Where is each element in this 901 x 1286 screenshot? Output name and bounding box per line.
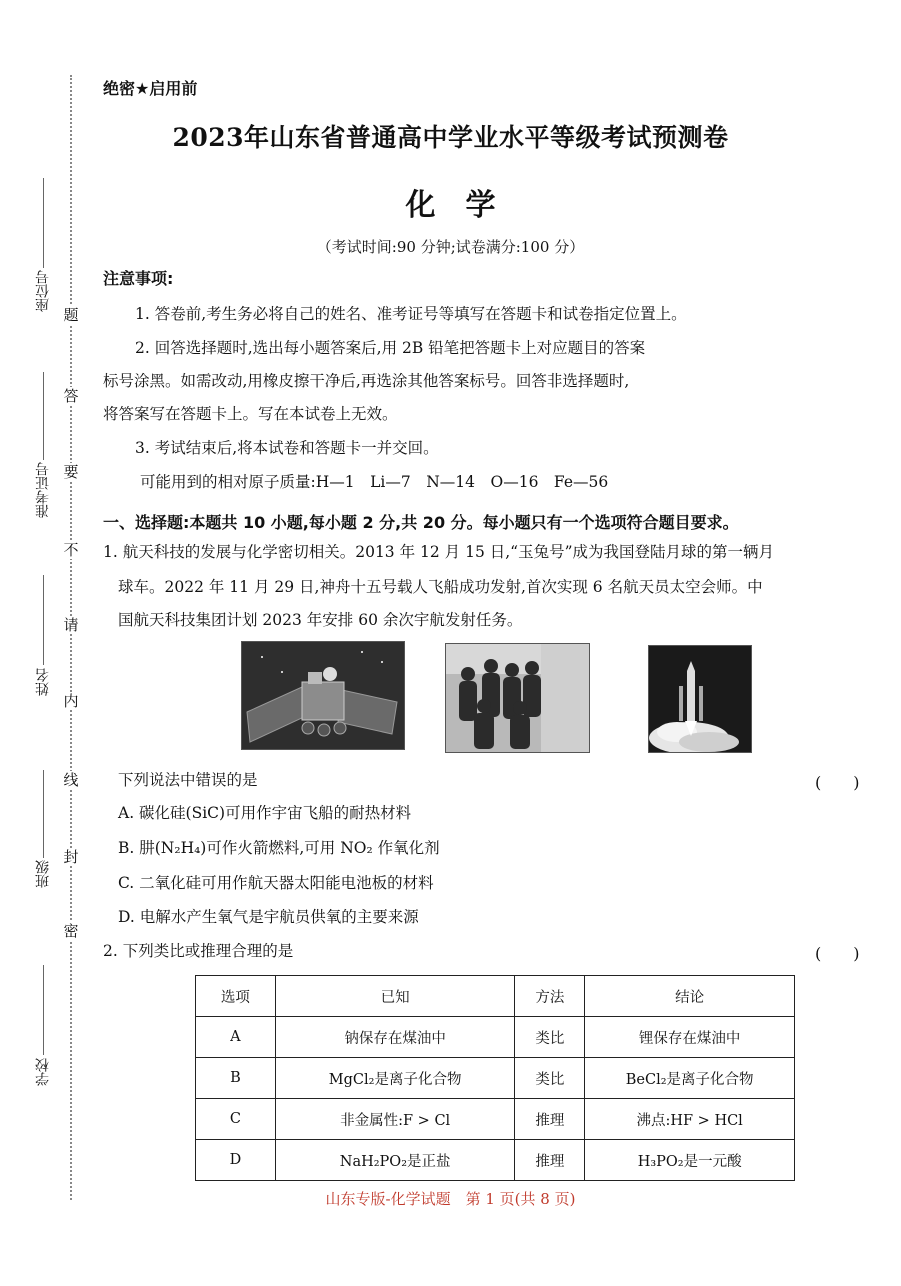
exam-id-underline	[43, 372, 44, 460]
atomic-mass-line: 可能用到的相对原子质量:H—1 Li—7 N—14 O—16 Fe—56	[140, 473, 609, 491]
q1-stem-line: 国航天科技集团计划 2023 年安排 60 余次宇航发射任务。	[118, 611, 523, 629]
table-cell: 沸点:HF > HCl	[585, 1099, 795, 1140]
table-cell: 类比	[515, 1017, 585, 1058]
notice-line: 2. 回答选择题时,选出每小题答案后,用 2B 铅笔把答题卡上对应题目的答案	[135, 339, 646, 357]
notice-line: 1. 答卷前,考生务必将自己的姓名、准考证号等填写在答题卡和试卷指定位置上。	[135, 305, 687, 323]
q1-question: 下列说法中错误的是	[118, 771, 258, 789]
table-cell: 类比	[515, 1058, 585, 1099]
seal-char: 线	[63, 771, 79, 789]
table-cell: A	[196, 1017, 276, 1058]
name-underline	[43, 575, 44, 665]
astronauts-photo	[445, 643, 590, 753]
q1-stem-line: 1. 航天科技的发展与化学密切相关。2013 年 12 月 15 日,“玉兔号”成为我国登陆月球的第一辆月	[103, 543, 775, 561]
table-row	[196, 1140, 795, 1181]
seal-char: 要	[63, 463, 79, 481]
lunar-rover-photo	[241, 641, 405, 750]
secret-mark: 绝密★启用前	[103, 79, 198, 98]
notice-line: 将答案写在答题卡上。写在本试卷上无效。	[103, 405, 398, 423]
table-cell: H₃PO₂是一元酸	[585, 1140, 795, 1181]
q1-answer-paren: ( )	[815, 773, 860, 792]
seal-char: 答	[63, 387, 79, 405]
seal-char: 内	[63, 692, 79, 710]
table-cell: BeCl₂是离子化合物	[585, 1058, 795, 1099]
seat-number-label: 座位号	[35, 270, 51, 312]
notice-line: 3. 考试结束后,将本试卷和答题卡一并交回。	[135, 439, 439, 457]
school-underline	[43, 965, 44, 1055]
q1-option-d: D. 电解水产生氧气是宇航员供氧的主要来源	[118, 908, 419, 926]
table-header-row	[196, 976, 795, 1017]
subject-title: 化 学	[405, 188, 496, 223]
q1-stem-line: 球车。2022 年 11 月 29 日,神舟十五号载人飞船成功发射,首次实现 6 名航天员太空会师。中	[118, 578, 763, 596]
table-cell: 非金属性:F > Cl	[275, 1099, 515, 1140]
school-label: 学校	[35, 1058, 51, 1086]
seal-char: 不	[63, 541, 79, 559]
notice-heading: 注意事项:	[103, 269, 174, 288]
astronauts-image	[446, 644, 589, 752]
table-header-cell: 结论	[585, 976, 795, 1017]
class-label: 班级	[35, 860, 51, 888]
table-header-cell: 方法	[515, 976, 585, 1017]
table-row	[196, 1017, 795, 1058]
seal-char: 封	[63, 848, 79, 866]
table-header-cell: 选项	[196, 976, 276, 1017]
seal-char: 请	[63, 616, 79, 634]
table-row	[196, 1058, 795, 1099]
seal-char: 密	[63, 922, 79, 940]
q1-option-c: C. 二氧化硅可用作航天器太阳能电池板的材料	[118, 874, 434, 892]
rocket-launch-image	[649, 646, 751, 752]
table-cell: 推理	[515, 1140, 585, 1181]
table-header-cell: 已知	[275, 976, 515, 1017]
q1-option-a: A. 碳化硅(SiC)可用作宇宙飞船的耐热材料	[118, 804, 412, 822]
q2-answer-paren: ( )	[815, 944, 860, 963]
exam-info: （考试时间:90 分钟;试卷满分:100 分）	[316, 238, 585, 256]
q2-stem: 2. 下列类比或推理合理的是	[103, 942, 294, 960]
rocket-launch-photo	[648, 645, 752, 753]
q1-option-b: B. 肼(N₂H₄)可作火箭燃料,可用 NO₂ 作氧化剂	[118, 839, 440, 857]
notice-line: 标号涂黑。如需改动,用橡皮擦干净后,再选涂其他答案标号。回答非选择题时,	[103, 372, 630, 390]
table-cell: B	[196, 1058, 276, 1099]
table-row	[196, 1099, 795, 1140]
name-label: 姓名	[35, 668, 51, 696]
table-cell: 推理	[515, 1099, 585, 1140]
table-cell: NaH₂PO₂是正盐	[275, 1140, 515, 1181]
page-footer: 山东专版-化学试题 第 1 页(共 8 页)	[325, 1190, 576, 1208]
q2-table	[195, 975, 795, 1181]
table-cell: 锂保存在煤油中	[585, 1017, 795, 1058]
exam-title: 2023年山东省普通高中学业水平等级考试预测卷	[172, 123, 729, 152]
lunar-rover-image	[242, 642, 404, 749]
class-underline	[43, 770, 44, 858]
section-heading: 一、选择题:本题共 10 小题,每小题 2 分,共 20 分。每小题只有一个选项符合题目要求。	[103, 513, 739, 532]
table-cell: 钠保存在煤油中	[275, 1017, 515, 1058]
table-cell: C	[196, 1099, 276, 1140]
table-cell: D	[196, 1140, 276, 1181]
table-cell: MgCl₂是离子化合物	[275, 1058, 515, 1099]
seal-char: 题	[63, 306, 79, 324]
exam-id-label: 准考证号	[35, 462, 51, 518]
